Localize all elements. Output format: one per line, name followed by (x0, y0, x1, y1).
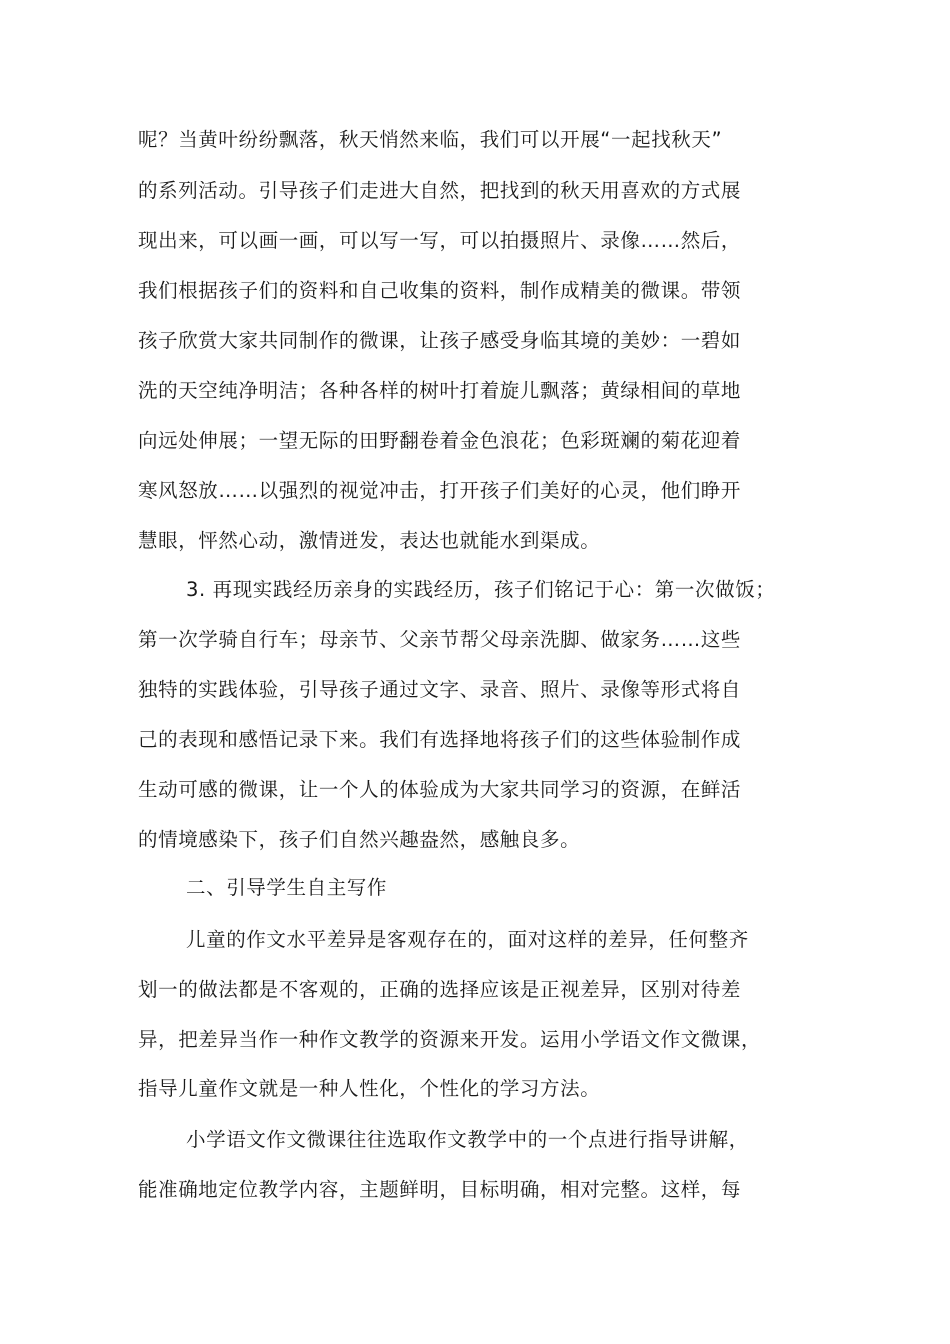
paragraph-line: 我们根据孩子们的资料和自己收集的资料，制作成精美的微课。带领 (138, 279, 742, 302)
paragraph-line: 异，把差异当作一种作文教学的资源来开发。运用小学语文作文微课， (138, 1028, 762, 1051)
paragraph-line: 现出来，可以画一画，可以写一写，可以拍摄照片、录像……然后， (138, 229, 742, 252)
paragraph-line: 呢？当黄叶纷纷飘落，秋天悄然来临，我们可以开展“一起找秋天” (138, 128, 723, 151)
paragraph-line: 划一的做法都是不客观的，正确的选择应该是正视差异，区别对待差 (138, 978, 742, 1001)
paragraph-line: 洗的天空纯净明洁；各种各样的树叶打着旋儿飘落；黄绿相间的草地 (138, 379, 742, 402)
paragraph-line: 向远处伸展；一望无际的田野翻卷着金色浪花；色彩斑斓的菊花迎着 (138, 429, 742, 452)
paragraph-line: 第一次学骑自行车；母亲节、父亲节帮父母亲洗脚、做家务……这些 (138, 628, 742, 651)
paragraph-line: 生动可感的微课，让一个人的体验成为大家共同学习的资源，在鲜活 (138, 778, 742, 801)
paragraph-line: 己的表现和感悟记录下来。我们有选择地将孩子们的这些体验制作成 (138, 728, 742, 751)
paragraph-line: 独特的实践体验，引导孩子通过文字、录音、照片、录像等形式将自 (138, 678, 742, 701)
paragraph-line: 寒风怒放……以强烈的视觉冲击，打开孩子们美好的心灵，他们睁开 (138, 479, 742, 502)
paragraph-line: 的系列活动。引导孩子们走进大自然，把找到的秋天用喜欢的方式展 (138, 179, 742, 202)
paragraph-line: 小学语文作文微课往往选取作文教学中的一个点进行指导讲解， (186, 1128, 749, 1151)
paragraph-line: 慧眼，怦然心动，激情迸发，表达也就能水到渠成。 (138, 529, 601, 552)
section-heading: 二、引导学生自主写作 (186, 876, 388, 899)
paragraph-line: 的情境感染下，孩子们自然兴趣盎然，感触良多。 (138, 828, 581, 851)
paragraph-line: 能准确地定位教学内容，主题鲜明，目标明确，相对完整。这样，每 (138, 1178, 742, 1201)
paragraph-line: 指导儿童作文就是一种人性化，个性化的学习方法。 (138, 1077, 601, 1100)
paragraph-line: 孩子欣赏大家共同制作的微课，让孩子感受身临其境的美妙：一碧如 (138, 329, 742, 352)
numbered-item-line: 3. 再现实践经历亲身的实践经历，孩子们铭记于心：第一次做饭； (186, 578, 776, 601)
paragraph-line: 儿童的作文水平差异是客观存在的，面对这样的差异，任何整齐 (186, 928, 749, 951)
